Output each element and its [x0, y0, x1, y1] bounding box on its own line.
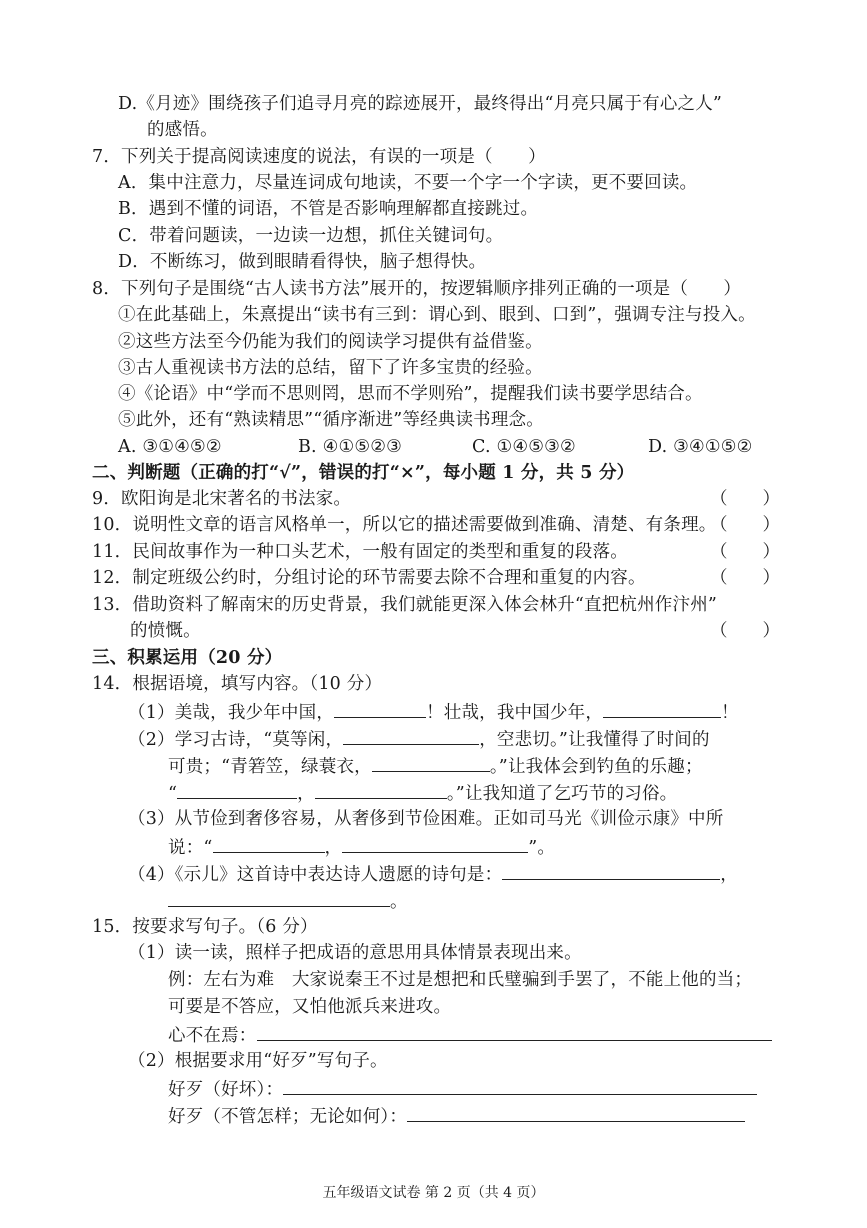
q11-text: 11．民间故事作为一种口头艺术，一般有固定的类型和重复的段落。	[92, 542, 628, 562]
q15-haodai-1-label: 好歹（好坏）：	[168, 1080, 284, 1100]
q13-text-cont: 的愤慨。	[130, 621, 201, 641]
q13-answer-paren: （ ）	[710, 621, 780, 641]
page-footer: 五年级语文试卷 第 2 页（共 4 页）	[322, 1185, 545, 1201]
q15-idiom-line	[168, 1022, 772, 1048]
q8-sentence-5: ⑤此外，还有“熟读精思”“循序渐进”等经典读书理念。	[118, 410, 544, 430]
q14-p1-blank-2[interactable]	[603, 699, 721, 718]
q14-p4-blank-1[interactable]	[502, 861, 720, 880]
q14-p1-blank-1[interactable]	[334, 699, 426, 718]
q6-option-d: D.《月迹》围绕孩子们追寻月亮的踪迹展开，最终得出“月亮只属于有心之人”	[118, 94, 723, 114]
q12-text: 12．制定班级公约时，分组讨论的环节需要去除不合理和重复的内容。	[92, 568, 646, 588]
q14-stem: 14．根据语境，填写内容。（10 分）	[92, 674, 383, 694]
q14-part2-line1	[128, 726, 710, 752]
q14-part4-line2	[168, 888, 408, 914]
q12-answer-paren: （ ）	[710, 568, 780, 588]
q14-part1	[128, 699, 739, 725]
q14-part2-line3	[168, 780, 677, 806]
q10-text: 10．说明性文章的语言风格单一，所以它的描述需要做到准确、清楚、有条理。	[92, 515, 717, 535]
q11-answer-paren: （ ）	[710, 542, 780, 562]
q9-text: 9．欧阳询是北宋著名的书法家。	[92, 489, 352, 509]
q15-haodai-2-line	[168, 1103, 745, 1129]
q14-p2-blank-2[interactable]	[372, 753, 490, 772]
q14-p2-text-a: （2）学习古诗，“莫等闲，	[128, 730, 344, 750]
q14-part3-line1: （3）从节俭到奢侈容易，从奢侈到节俭困难。正如司马光《训俭示康》中所	[128, 809, 724, 829]
q14-part2-line2	[168, 753, 703, 779]
q7-option-a: A．集中注意力，尽量连词成句地读，不要一个字一个字读，更不要回读。	[118, 173, 698, 193]
q8-option-a: A. ③①④⑤②	[118, 437, 222, 457]
q8-sentence-2: ②这些方法至今仍能为我们的阅读学习提供有益借鉴。	[118, 332, 543, 352]
q15-haodai-2-label: 好歹（不管怎样；无论如何）：	[168, 1107, 408, 1127]
q14-p4-text-b: ，	[720, 865, 738, 885]
q14-p4-end: 。	[390, 892, 408, 912]
q8-sentence-3: ③古人重视读书方法的总结，留下了许多宝贵的经验。	[118, 358, 543, 378]
q15-stem: 15．按要求写句子。（6 分）	[92, 917, 318, 937]
q6-option-d-cont: 的感悟。	[147, 120, 218, 140]
q15-part2: （2）根据要求用“好歹”写句子。	[128, 1051, 388, 1071]
q14-p4-blank-2[interactable]	[168, 888, 390, 907]
q14-p1-text-a: （1）美哉，我少年中国，	[128, 703, 335, 723]
q14-p1-text-c: ！	[721, 703, 739, 723]
q8-sentence-4: ④《论语》中“学而不思则罔，思而不学则殆”，提醒我们读书要学思结合。	[118, 384, 703, 404]
q15-haodai-2-blank[interactable]	[407, 1103, 745, 1122]
q8-stem: 8．下列句子是围绕“古人读书方法”展开的，按逻辑顺序排列正确的一项是（ ）	[92, 279, 742, 299]
q14-p2-text-b: ，空悲切。”让我懂得了时间的	[479, 730, 710, 750]
q14-part4-line1	[128, 861, 738, 887]
q14-p3-text-a: 说：“	[168, 838, 213, 858]
q10-answer-paren: （ ）	[710, 515, 780, 535]
q14-p3-blank-1[interactable]	[213, 834, 325, 853]
q14-part3-line2	[168, 834, 555, 860]
q15-idiom-blank[interactable]	[257, 1022, 772, 1041]
q15-haodai-1-blank[interactable]	[283, 1076, 757, 1095]
q13-text: 13．借助资料了解南宋的历史背景，我们就能更深入体会林升“直把杭州作汴州”	[92, 595, 718, 615]
q15-example-line2: 可要是不答应，又怕他派兵来进攻。	[168, 997, 452, 1017]
q14-p1-text-b: ！壮哉，我中国少年，	[426, 703, 604, 723]
q8-option-d: D. ③④①⑤②	[648, 437, 753, 457]
q14-p2-l2-text-b: 。”让我体会到钓鱼的乐趣；	[489, 757, 703, 777]
q14-p2-l2-text-a: 可贵；“青箬笠，绿蓑衣，	[168, 757, 372, 777]
section2-title: 二、判断题（正确的打“√”，错误的打“×”，每小题 1 分，共 5 分）	[92, 463, 635, 483]
q15-part1: （1）读一读，照样子把成语的意思用具体情景表现出来。	[128, 943, 582, 963]
q14-p2-l3-text-a: “	[168, 784, 178, 804]
q15-haodai-1-line	[168, 1076, 757, 1102]
q15-idiom-label: 心不在焉：	[168, 1026, 257, 1046]
q7-option-d: D．不断练习，做到眼睛看得快，脑子想得快。	[118, 252, 487, 272]
q8-option-c: C. ①④⑤③②	[472, 437, 576, 457]
q15-example-line1: 例：左右为难 大家说秦王不过是想把和氏璧骗到手罢了，不能上他的当；	[168, 970, 753, 990]
q7-stem: 7．下列关于提高阅读速度的说法，有误的一项是（ ）	[92, 147, 546, 167]
q14-p2-blank-3[interactable]	[177, 780, 297, 799]
q14-p2-blank-4[interactable]	[315, 780, 447, 799]
q7-option-b: B．遇到不懂的词语，不管是否影响理解都直接跳过。	[118, 199, 539, 219]
q14-p2-l3-text-b: ，	[297, 784, 315, 804]
q14-p2-blank-1[interactable]	[343, 726, 479, 745]
q9-answer-paren: （ ）	[710, 489, 780, 509]
section3-title: 三、积累运用（20 分）	[92, 648, 283, 668]
q14-p4-text-a: （4）《示儿》这首诗中表达诗人遗愿的诗句是：	[128, 865, 503, 885]
q14-p2-l3-text-c: 。”让我知道了乞巧节的习俗。	[446, 784, 678, 804]
q8-sentence-1: ①在此基础上，朱熹提出“读书有三到：谓心到、眼到、口到”，强调专注与投入。	[118, 305, 756, 325]
q14-p3-blank-2[interactable]	[342, 834, 528, 853]
q14-p3-text-c: ”。	[528, 838, 556, 858]
q14-p3-text-b: ，	[324, 838, 343, 858]
q8-option-b: B. ④①⑤②③	[298, 437, 403, 457]
q7-option-c: C．带着问题读，一边读一边想，抓住关键词句。	[118, 226, 504, 246]
